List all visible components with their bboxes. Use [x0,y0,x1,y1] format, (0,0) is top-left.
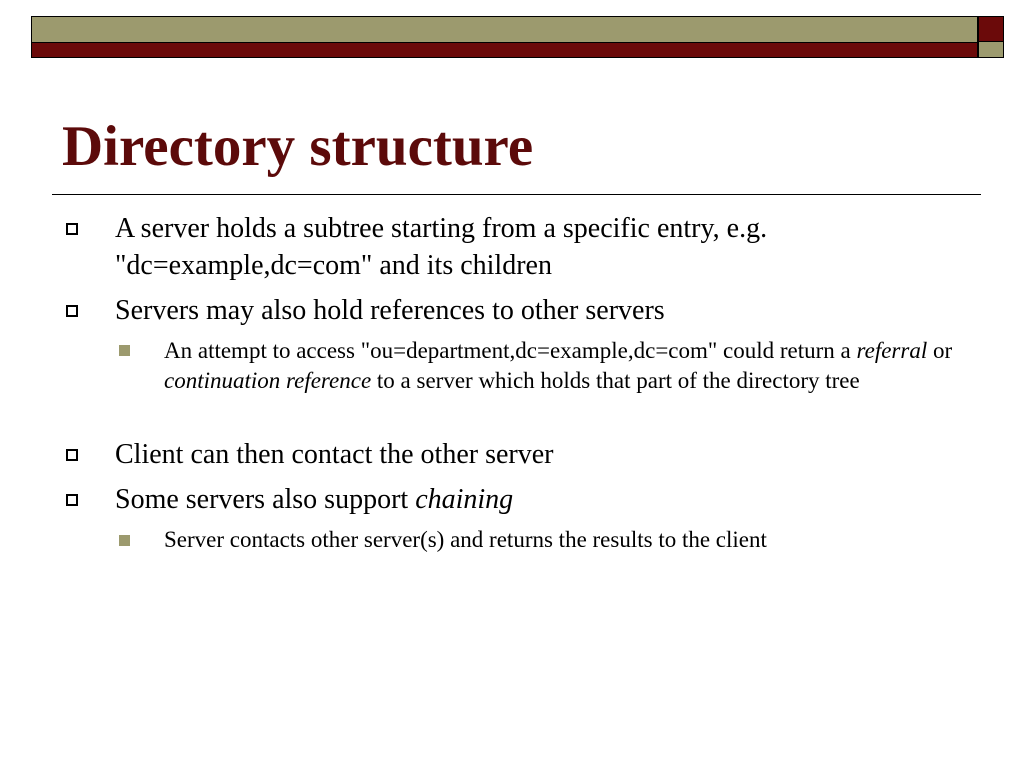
hollow-square-bullet-icon [66,223,78,235]
emphasis-chaining: chaining [415,484,514,515]
hollow-square-bullet-icon [66,494,78,506]
sub-bullet-2-1 [164,336,974,396]
sub-bullet-text: An attempt to access "ou=department,dc=example,dc=com" could return a [164,338,857,363]
hollow-square-bullet-icon [66,449,78,461]
filled-square-bullet-icon [119,345,130,356]
filled-square-bullet-icon [119,535,130,546]
bullet-1: A server holds a subtree starting from a specific entry, e.g. "dc=example,dc=com" and its children [115,213,768,281]
bullet-2: Servers may also hold references to other servers [115,295,665,326]
bullet-3: Client can then contact the other server [115,439,554,470]
emphasis-continuation-reference: continuation reference [164,368,372,393]
hollow-square-bullet-icon [66,305,78,317]
slide-title: Directory structure [62,115,534,178]
sub-bullet-4-1: Server contacts other server(s) and returns the results to the client [164,527,767,552]
sub-bullet-text: to a server which holds that part of the directory tree [371,368,860,393]
bullet-text: Some servers also support [115,484,416,515]
emphasis-referral: referral [856,338,928,363]
sub-bullet-text: or [927,338,953,363]
bullet-4 [115,481,975,518]
